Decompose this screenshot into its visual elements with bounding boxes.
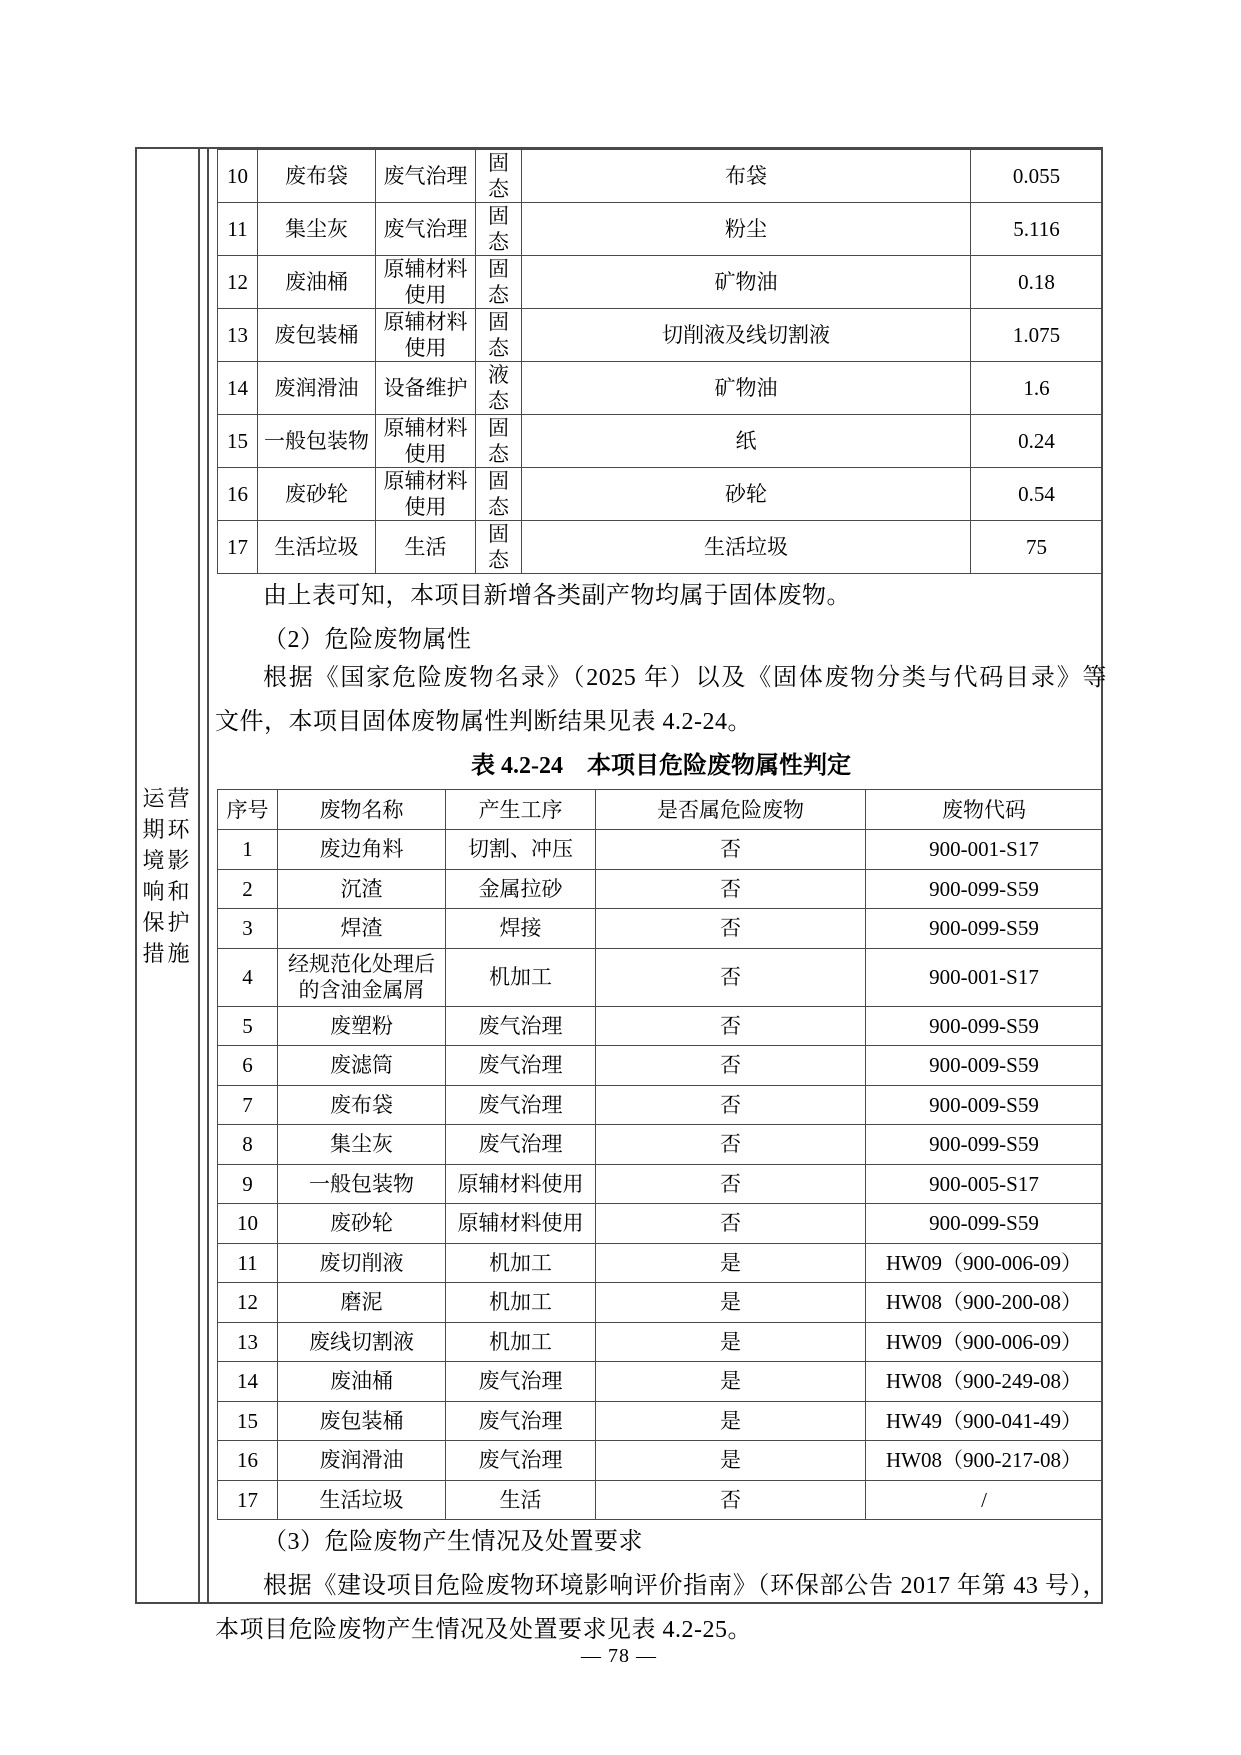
cell-composition: 砂轮 <box>522 468 971 521</box>
cell-waste-name: 生活垃圾 <box>258 521 376 574</box>
cell-is-hazardous: 否 <box>596 1006 866 1046</box>
column-header: 产生工序 <box>446 790 596 830</box>
cell-composition: 纸 <box>522 415 971 468</box>
cell-is-hazardous: 否 <box>596 1125 866 1165</box>
cell-waste-code: 900-099-S59 <box>866 909 1103 949</box>
table-row <box>218 1204 1103 1244</box>
cell-waste-code: 900-009-S59 <box>866 1046 1103 1086</box>
cell-composition: 矿物油 <box>522 256 971 309</box>
cell-process: 废气治理 <box>446 1006 596 1046</box>
cell-is-hazardous: 是 <box>596 1283 866 1323</box>
table-row <box>218 150 1103 203</box>
page-number: — 78 — <box>581 1645 657 1667</box>
cell-serial: 12 <box>218 1283 278 1323</box>
cell-serial: 8 <box>218 1125 278 1165</box>
cell-process: 废气治理 <box>446 1046 596 1086</box>
cell-serial: 14 <box>218 362 258 415</box>
cell-serial: 13 <box>218 1322 278 1362</box>
cell-amount: 0.24 <box>971 415 1103 468</box>
paragraph-basis-line1: 根据《国家危险废物名录》（2025 年）以及《固体废物分类与代码目录》等 <box>263 665 1107 691</box>
cell-state: 固态 <box>476 521 522 574</box>
main-content-cell <box>209 149 1107 1643</box>
cell-source-process: 生活 <box>376 521 476 574</box>
cell-waste-name: 废润滑油 <box>278 1441 446 1481</box>
table-row <box>218 362 1103 415</box>
cell-source-process: 原辅材料使用 <box>376 415 476 468</box>
cell-serial: 7 <box>218 1085 278 1125</box>
table-row <box>218 256 1103 309</box>
cell-waste-name: 磨泥 <box>278 1283 446 1323</box>
cell-source-process: 原辅材料使用 <box>376 468 476 521</box>
cell-serial: 15 <box>218 1401 278 1441</box>
outer-grid-frame <box>135 147 1107 1643</box>
cell-process: 机加工 <box>446 948 596 1006</box>
table-header-row <box>218 790 1103 830</box>
cell-serial: 4 <box>218 948 278 1006</box>
cell-waste-name: 废油桶 <box>258 256 376 309</box>
column-header: 序号 <box>218 790 278 830</box>
cell-waste-code: 900-099-S59 <box>866 869 1103 909</box>
cell-serial: 3 <box>218 909 278 949</box>
cell-waste-name: 经规范化处理后的含油金属屑 <box>278 948 446 1006</box>
cell-serial: 10 <box>218 150 258 203</box>
cell-is-hazardous: 否 <box>596 1164 866 1204</box>
cell-serial: 11 <box>218 203 258 256</box>
column-header: 是否属危险废物 <box>596 790 866 830</box>
cell-is-hazardous: 是 <box>596 1243 866 1283</box>
paragraph-basis <box>215 656 1107 744</box>
cell-amount: 1.075 <box>971 309 1103 362</box>
cell-serial: 10 <box>218 1204 278 1244</box>
table-row <box>218 415 1103 468</box>
cell-composition: 切削液及线切割液 <box>522 309 971 362</box>
cell-process: 机加工 <box>446 1243 596 1283</box>
cell-waste-name: 一般包装物 <box>278 1164 446 1204</box>
cell-process: 废气治理 <box>446 1441 596 1481</box>
cell-source-process: 废气治理 <box>376 150 476 203</box>
cell-waste-name: 废边角料 <box>278 830 446 870</box>
cell-waste-name: 废油桶 <box>278 1362 446 1402</box>
table-row <box>218 1283 1103 1323</box>
cell-serial: 9 <box>218 1164 278 1204</box>
table-row <box>218 948 1103 1006</box>
cell-waste-code: 900-001-S17 <box>866 830 1103 870</box>
table-row <box>218 468 1103 521</box>
cell-waste-name: 生活垃圾 <box>278 1480 446 1520</box>
paragraph-basis-line2: 文件，本项目固体废物属性判断结果见表 4.2-24。 <box>215 709 752 735</box>
cell-waste-name: 废砂轮 <box>278 1204 446 1244</box>
cell-waste-code: 900-001-S17 <box>866 948 1103 1006</box>
cell-amount: 1.6 <box>971 362 1103 415</box>
cell-is-hazardous: 否 <box>596 1085 866 1125</box>
byproduct-table-continued <box>217 149 1103 574</box>
cell-is-hazardous: 否 <box>596 909 866 949</box>
cell-amount: 75 <box>971 521 1103 574</box>
paragraph-conclusion: 由上表可知，本项目新增各类副产物均属于固体废物。 <box>263 583 851 609</box>
cell-is-hazardous: 否 <box>596 1046 866 1086</box>
cell-serial: 17 <box>218 521 258 574</box>
cell-waste-name: 废布袋 <box>258 150 376 203</box>
table-row <box>218 1401 1103 1441</box>
cell-composition: 生活垃圾 <box>522 521 971 574</box>
cell-serial: 16 <box>218 468 258 521</box>
table-row <box>218 309 1103 362</box>
cell-process: 机加工 <box>446 1283 596 1323</box>
cell-waste-code: HW08（900-200-08） <box>866 1283 1103 1323</box>
cell-process: 原辅材料使用 <box>446 1204 596 1244</box>
table-row <box>218 1164 1103 1204</box>
cell-is-hazardous: 否 <box>596 869 866 909</box>
column-header: 废物代码 <box>866 790 1103 830</box>
cell-waste-code: HW08（900-249-08） <box>866 1362 1103 1402</box>
cell-waste-name: 废布袋 <box>278 1085 446 1125</box>
cell-waste-name: 焊渣 <box>278 909 446 949</box>
cell-serial: 13 <box>218 309 258 362</box>
cell-process: 原辅材料使用 <box>446 1164 596 1204</box>
cell-is-hazardous: 否 <box>596 830 866 870</box>
table-row <box>218 203 1103 256</box>
cell-amount: 0.055 <box>971 150 1103 203</box>
row-header-label: 运营期环境影响和保护措施 <box>142 785 193 966</box>
cell-waste-code: 900-009-S59 <box>866 1085 1103 1125</box>
table-row <box>218 869 1103 909</box>
cell-waste-name: 沉渣 <box>278 869 446 909</box>
cell-waste-name: 废塑粉 <box>278 1006 446 1046</box>
cell-composition: 矿物油 <box>522 362 971 415</box>
cell-is-hazardous: 是 <box>596 1322 866 1362</box>
cell-waste-name: 废切削液 <box>278 1243 446 1283</box>
cell-serial: 5 <box>218 1006 278 1046</box>
hazardous-waste-judgment-table <box>217 789 1103 1520</box>
table-row <box>218 1046 1103 1086</box>
paragraph-guide-line2: 本项目危险废物产生情况及处置要求见表 4.2-25。 <box>215 1617 752 1643</box>
cell-waste-name: 一般包装物 <box>258 415 376 468</box>
cell-source-process: 原辅材料使用 <box>376 256 476 309</box>
table-row <box>218 1441 1103 1481</box>
cell-state: 固态 <box>476 309 522 362</box>
cell-source-process: 设备维护 <box>376 362 476 415</box>
cell-state: 固态 <box>476 415 522 468</box>
cell-amount: 0.18 <box>971 256 1103 309</box>
table-row <box>218 1125 1103 1165</box>
cell-waste-name: 集尘灰 <box>278 1125 446 1165</box>
cell-waste-code: 900-099-S59 <box>866 1125 1103 1165</box>
table-row <box>218 1085 1103 1125</box>
cell-process: 生活 <box>446 1480 596 1520</box>
cell-waste-code: HW09（900-006-09） <box>866 1243 1103 1283</box>
cell-source-process: 废气治理 <box>376 203 476 256</box>
cell-waste-name: 集尘灰 <box>258 203 376 256</box>
cell-serial: 2 <box>218 869 278 909</box>
cell-waste-code: HW49（900-041-49） <box>866 1401 1103 1441</box>
cell-amount: 0.54 <box>971 468 1103 521</box>
column-header: 废物名称 <box>278 790 446 830</box>
cell-composition: 粉尘 <box>522 203 971 256</box>
cell-waste-name: 废滤筒 <box>278 1046 446 1086</box>
cell-state: 液态 <box>476 362 522 415</box>
cell-process: 废气治理 <box>446 1401 596 1441</box>
cell-state: 固态 <box>476 468 522 521</box>
heading-disposal-requirement: （3）危险废物产生情况及处置要求 <box>263 1529 643 1555</box>
cell-waste-name: 废包装桶 <box>278 1401 446 1441</box>
cell-process: 焊接 <box>446 909 596 949</box>
cell-serial: 14 <box>218 1362 278 1402</box>
cell-process: 废气治理 <box>446 1125 596 1165</box>
cell-process: 废气治理 <box>446 1362 596 1402</box>
cell-composition: 布袋 <box>522 150 971 203</box>
cell-waste-name: 废包装桶 <box>258 309 376 362</box>
cell-waste-name: 废砂轮 <box>258 468 376 521</box>
table-row <box>218 909 1103 949</box>
cell-serial: 11 <box>218 1243 278 1283</box>
cell-serial: 15 <box>218 415 258 468</box>
cell-state: 固态 <box>476 150 522 203</box>
table-424-title: 表 4.2-24 本项目危险废物属性判定 <box>471 753 851 779</box>
table-row <box>218 1362 1103 1402</box>
cell-waste-name: 废线切割液 <box>278 1322 446 1362</box>
table-row <box>218 830 1103 870</box>
row-header-cell <box>137 149 200 1602</box>
cell-is-hazardous: 是 <box>596 1441 866 1481</box>
cell-state: 固态 <box>476 256 522 309</box>
cell-serial: 6 <box>218 1046 278 1086</box>
cell-waste-code: 900-099-S59 <box>866 1204 1103 1244</box>
cell-process: 机加工 <box>446 1322 596 1362</box>
cell-is-hazardous: 否 <box>596 1204 866 1244</box>
cell-process: 切割、冲压 <box>446 830 596 870</box>
paragraph-guide-line1: 根据《建设项目危险废物环境影响评价指南》（环保部公告 2017 年第 43 号）， <box>263 1573 1107 1599</box>
cell-serial: 17 <box>218 1480 278 1520</box>
cell-waste-code: 900-099-S59 <box>866 1006 1103 1046</box>
cell-process: 废气治理 <box>446 1085 596 1125</box>
cell-serial: 1 <box>218 830 278 870</box>
cell-serial: 16 <box>218 1441 278 1481</box>
cell-waste-code: HW08（900-217-08） <box>866 1441 1103 1481</box>
cell-serial: 12 <box>218 256 258 309</box>
table-row <box>218 1322 1103 1362</box>
cell-waste-code: 900-005-S17 <box>866 1164 1103 1204</box>
cell-is-hazardous: 否 <box>596 1480 866 1520</box>
cell-process: 金属拉砂 <box>446 869 596 909</box>
table-row <box>218 1006 1103 1046</box>
table-row <box>218 1243 1103 1283</box>
table-row <box>218 1480 1103 1520</box>
paragraph-guide <box>215 1564 1107 1652</box>
cell-waste-code: / <box>866 1480 1103 1520</box>
cell-waste-name: 废润滑油 <box>258 362 376 415</box>
cell-source-process: 原辅材料使用 <box>376 309 476 362</box>
table-row <box>218 521 1103 574</box>
cell-is-hazardous: 是 <box>596 1362 866 1402</box>
cell-divider <box>200 149 209 1602</box>
cell-state: 固态 <box>476 203 522 256</box>
cell-is-hazardous: 是 <box>596 1401 866 1441</box>
cell-amount: 5.116 <box>971 203 1103 256</box>
heading-hazardous-attribute: （2）危险废物属性 <box>263 627 472 653</box>
cell-waste-code: HW09（900-006-09） <box>866 1322 1103 1362</box>
cell-is-hazardous: 否 <box>596 948 866 1006</box>
